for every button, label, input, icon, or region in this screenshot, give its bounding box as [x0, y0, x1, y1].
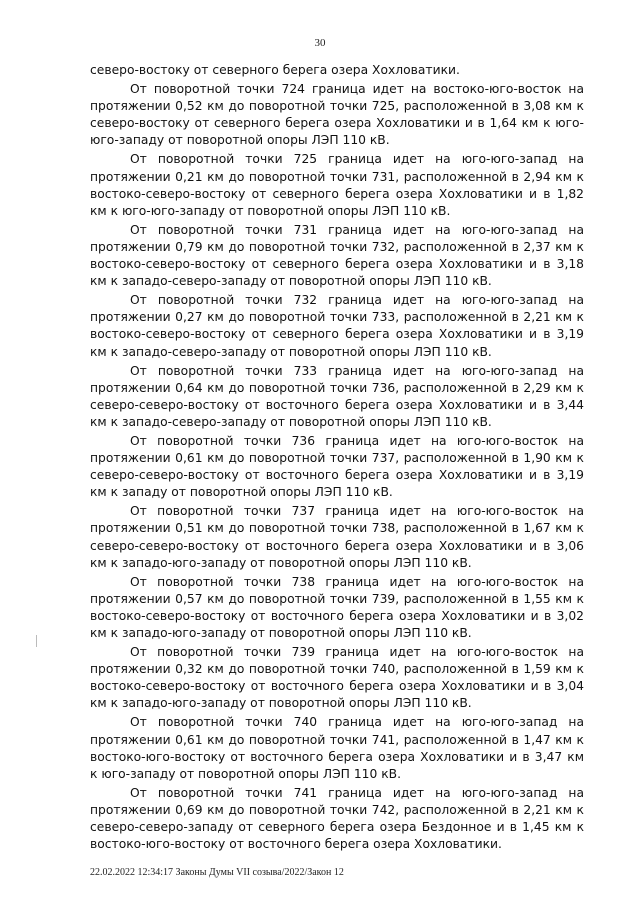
paragraph-point-733: От поворотной точки 733 граница идет на юго-юго-запад на протяжении 0,64 км до поворотной точки 736, расположенной в 2,29 км к северо-северо-востоку от восточного берега озера Хохловатики и в 3,44 км к западо-северо-западу от поворотной опоры ЛЭП 110 кВ.	[90, 363, 584, 429]
paragraph-point-736: От поворотной точки 736 граница идет на юго-юго-восток на протяжении 0,61 км до поворотной точки 737, расположенной в 1,90 км к северо-северо-востоку от восточного берега озера Хохловатики и в 3,19 км к западу от поворотной опоры ЛЭП 110 кВ.	[90, 433, 584, 500]
paragraph-point-737: От поворотной точки 737 граница идет на юго-юго-восток на протяжении 0,51 км до поворотной точки 738, расположенной в 1,67 км к северо-северо-востоку от восточного берега озера Хохловатики и в 3,06 км к западо-юго-западу от поворотной опоры ЛЭП 110 кВ.	[90, 504, 584, 570]
paragraph-point-739: От поворотной точки 739 граница идет на юго-юго-восток на протяжении 0,32 км до поворотной точки 740, расположенной в 1,59 км к востоко-северо-востоку от восточного берега озера Хохловатики и в 3,04 км к западо-юго-западу от поворотной опоры ЛЭП 110 кВ.	[90, 645, 584, 711]
paragraph-point-738: От поворотной точки 738 граница идет на юго-юго-восток на протяжении 0,57 км до поворотной точки 739, расположенной в 1,55 км к востоко-северо-востоку от восточного берега озера Хохловатики и в 3,02 км к западо-юго-западу от поворотной опоры ЛЭП 110 кВ.	[90, 574, 584, 640]
document-body	[90, 62, 584, 855]
paragraph-continuation: северо-востоку от северного берега озера Хохловатики.	[90, 63, 460, 77]
paragraph-point-731: От поворотной точки 731 граница идет на юго-юго-запад на протяжении 0,79 км до поворотной точки 732, расположенной в 2,37 км к востоко-северо-востоку от северного берега озера Хохловатики и в 3,18 км к западо-северо-западу от поворотной опоры ЛЭП 110 кВ.	[90, 222, 584, 289]
paragraph-point-741: От поворотной точки 741 граница идет на юго-юго-запад на протяжении 0,69 км до поворотной точки 742, расположенной в 2,21 км к северо-северо-западу от северного берега озера Бездонное и в 1,45 км к востоко-юго-востоку от восточного берега озера Хохловатики.	[90, 785, 584, 852]
page-number: 30	[314, 37, 326, 49]
margin-mark	[36, 635, 37, 647]
paragraph-point-740: От поворотной точки 740 граница идет на юго-юго-запад на протяжении 0,61 км до поворотной точки 741, расположенной в 1,47 км к востоко-юго-востоку от восточного берега озера Хохловатики и в 3,47 км к юго-западу от поворотной опоры ЛЭП 110 кВ.	[90, 715, 584, 781]
paragraph-point-732: От поворотной точки 732 граница идет на юго-юго-запад на протяжении 0,27 км до поворотной точки 733, расположенной в 2,21 км к востоко-северо-востоку от северного берега озера Хохловатики и в 3,19 км к западо-северо-западу от поворотной опоры ЛЭП 110 кВ.	[90, 293, 584, 359]
paragraph-point-725: От поворотной точки 725 граница идет на юго-юго-запад на протяжении 0,21 км до поворотной точки 731, расположенной в 2,94 км к востоко-северо-востоку от северного берега озера Хохловатики и в 1,82 км к юго-юго-западу от поворотной опоры ЛЭП 110 кВ.	[90, 152, 584, 218]
document-footer: 22.02.2022 12:34:17 Законы Думы VII созыва/2022/Закон 12	[90, 867, 344, 878]
paragraph-point-724: От поворотной точки 724 граница идет на востоко-юго-восток на протяжении 0,52 км до поворотной точки 725, расположенной в 3,08 км к северо-востоку от северного берега озера Хохловатики и в 1,64 км к юго-юго-западу от поворотной опоры ЛЭП 110 кВ.	[90, 82, 584, 148]
